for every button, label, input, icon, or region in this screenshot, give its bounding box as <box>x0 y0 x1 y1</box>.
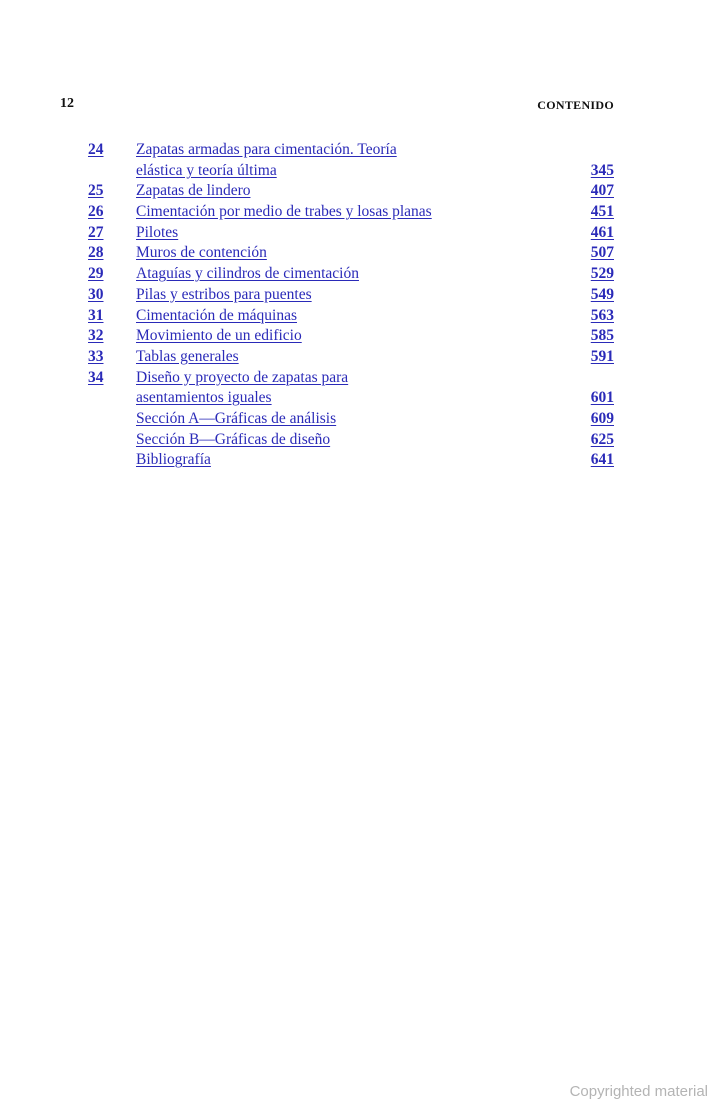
page-number-link[interactable]: 641 <box>590 451 614 469</box>
toc-row <box>0 326 728 347</box>
toc-row <box>0 181 728 202</box>
table-of-contents <box>0 140 728 471</box>
toc-row <box>0 368 728 389</box>
page-number-link[interactable]: 585 <box>590 327 614 345</box>
chapter-number-link[interactable]: 31 <box>88 306 104 324</box>
page-number-link[interactable]: 451 <box>590 203 614 221</box>
page-number-link[interactable]: 461 <box>590 223 614 241</box>
page-number-link[interactable]: 529 <box>590 265 614 283</box>
chapter-title-link[interactable]: Zapatas armadas para cimentación. Teoría <box>136 141 397 158</box>
page-number-link[interactable]: 563 <box>590 306 614 324</box>
page-number-link[interactable]: 591 <box>590 347 614 365</box>
page-number: 12 <box>60 96 74 111</box>
page-number-link[interactable]: 549 <box>590 285 614 303</box>
toc-row <box>0 388 728 409</box>
toc-row <box>0 223 728 244</box>
toc-row <box>0 409 728 430</box>
toc-row <box>0 243 728 264</box>
chapter-title-link[interactable]: Cimentación de máquinas <box>136 306 297 324</box>
chapter-title-link[interactable]: elástica y teoría última <box>136 161 277 179</box>
chapter-title-link[interactable]: Zapatas de lindero <box>136 182 251 200</box>
section-title-link[interactable]: Sección B—Gráficas de diseño <box>136 430 331 448</box>
section-title-link[interactable]: Sección A—Gráficas de análisis <box>136 409 337 427</box>
toc-row <box>0 161 728 182</box>
chapter-number-link[interactable]: 26 <box>88 203 104 221</box>
toc-row <box>0 347 728 368</box>
chapter-title-link[interactable]: Ataguías y cilindros de cimentación <box>136 265 359 283</box>
chapter-title-link[interactable]: Pilotes <box>136 223 179 241</box>
chapter-number-link[interactable]: 27 <box>88 223 104 241</box>
copyright-watermark: Copyrighted material <box>569 1083 708 1100</box>
chapter-title-link[interactable]: Pilas y estribos para puentes <box>136 285 312 303</box>
chapter-title-link[interactable]: Tablas generales <box>136 347 239 365</box>
page-number-link[interactable]: 601 <box>590 389 614 407</box>
chapter-number-link[interactable]: 25 <box>88 182 104 200</box>
chapter-title-link[interactable]: asentamientos iguales <box>136 389 272 407</box>
bibliography-link[interactable]: Bibliografía <box>136 451 211 469</box>
toc-row <box>0 140 728 161</box>
running-head: CONTENIDO <box>537 98 614 112</box>
page-number-link[interactable]: 507 <box>590 244 614 262</box>
toc-row <box>0 285 728 306</box>
chapter-title-link[interactable]: Muros de contención <box>136 244 267 262</box>
page-number-link[interactable]: 345 <box>590 161 614 179</box>
toc-row <box>0 306 728 327</box>
chapter-number-link[interactable]: 34 <box>88 368 104 386</box>
chapter-number-link[interactable]: 33 <box>88 347 104 365</box>
chapter-title-link[interactable]: Movimiento de un edificio <box>136 327 302 345</box>
page-number-link[interactable]: 609 <box>590 409 614 427</box>
toc-row <box>0 430 728 451</box>
toc-row <box>0 264 728 285</box>
chapter-title-link[interactable]: Cimentación por medio de trabes y losas planas <box>136 203 432 221</box>
chapter-number-link[interactable]: 29 <box>88 265 104 283</box>
toc-row <box>0 202 728 223</box>
toc-row <box>0 450 728 471</box>
chapter-number-link[interactable]: 30 <box>88 285 104 303</box>
page-number-link[interactable]: 625 <box>590 430 614 448</box>
chapter-number-link[interactable]: 32 <box>88 327 104 345</box>
chapter-number-link[interactable]: 28 <box>88 244 104 262</box>
chapter-title-link[interactable]: Diseño y proyecto de zapatas para <box>136 368 349 386</box>
chapter-number-link[interactable]: 24 <box>88 141 104 158</box>
page-number-link[interactable]: 407 <box>590 182 614 200</box>
